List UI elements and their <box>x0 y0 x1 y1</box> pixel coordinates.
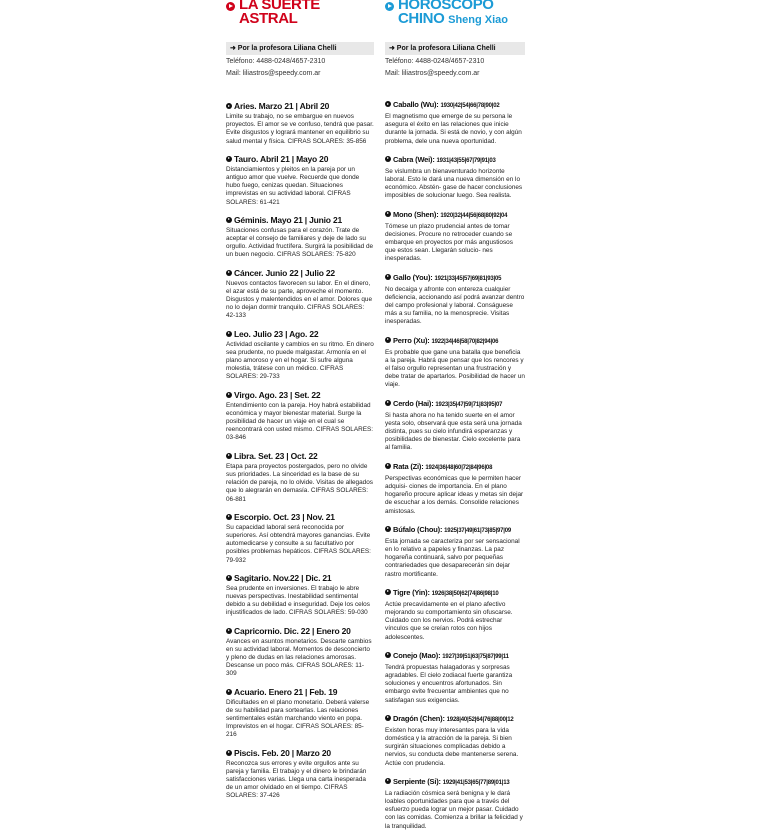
sign-name: Aries. <box>234 101 257 111</box>
sign-heading <box>385 335 525 348</box>
bullet-arrow-icon <box>226 628 232 634</box>
bullet-arrow-icon <box>385 274 391 280</box>
sign-heading <box>385 272 525 285</box>
sign-dates: Marzo 21 | Abril 20 <box>258 101 330 111</box>
western-phone: Teléfono: 4488-0248/4657-2310 <box>226 58 326 65</box>
sign-heading <box>385 587 525 600</box>
sign-forecast-text: Tendrá propuestas halagadoras y sorpresas agradables. El cielo zodiacal fuerte garantiza soluciones y encuentros afortunados. Sin embargo evite frecuentar ambientes que no satisfagan sus exigencias. <box>385 663 513 704</box>
zodiac-sign-entry <box>226 748 374 801</box>
sign-forecast-text: La radiación cósmica será benigna y le dará loables oportunidades para que a través del esfuerzo pueda lograr un mejor pasar. Cuidado con las comidas. Comienza a brillar la felicidad y la tranquilidad. <box>385 789 523 830</box>
sign-name: Virgo. <box>234 389 257 400</box>
sign-name: Mono (Shen): <box>393 209 439 219</box>
sign-years: 1929|41|53|65|77|89|01|13 <box>442 779 510 786</box>
sign-forecast-text: Etapa para proyectos postergados, pero no olvide sus prioridades. La sinceridad es la base de su relación de pareja, no lo olvide. Visitas de allegados que lo alegrarán en demasía. CIFRAS SOLARES: 06-881 <box>226 462 373 503</box>
sign-heading <box>226 390 374 401</box>
sign-dates: Abril 21 | Mayo 20 <box>260 153 329 164</box>
sign-dates: Julio 23 | Ago. 22 <box>252 328 319 339</box>
sign-forecast-text: Existen horas muy interesantes para la vida doméstica y la atracción de la pareja. Si bien surgirán situaciones complicadas debido a nervios, su conducta debe mantenerse serena. Actúe con prudencia. <box>385 726 519 767</box>
zodiac-sign-entry <box>226 101 374 146</box>
sign-forecast-text: Distanciamientos y pleitos en la pareja por un antiguo amor que vuelve. Recuerde que donde hubo fuego, cenizas quedan. Situaciones imprevistas en su actividad laboral. CIFRAS SOLARES: 61-421 <box>226 165 360 206</box>
sign-heading <box>385 398 525 411</box>
sign-name: Rata (Zi): <box>393 461 424 471</box>
sign-name: Capricornio. <box>234 625 282 636</box>
zodiac-sign-entry <box>226 329 374 382</box>
sign-name: Acuario. <box>234 686 267 697</box>
sign-heading <box>385 209 525 222</box>
sign-heading <box>226 101 374 112</box>
sign-forecast-text: Dificultades en el plano monetario. Deberá valerse de su habilidad para sortearlas. Las relaciones sentimentales están marchando viento en popa. Imprevistos en el hogar. CIFRAS SOLARES: 85-216 <box>226 698 370 739</box>
sign-dates: Set. 23 | Oct. 22 <box>258 450 318 461</box>
sign-forecast-text: No decaiga y afronte con entereza cualquier deficiencia, accionando así podrá avanzar dentro del campo profesional y laboral. Conságuese más a su familia, no la menosprecie. Visitas inesperadas. <box>385 285 525 326</box>
sign-years: 1923|35|47|59|71|83|95|07 <box>435 401 503 408</box>
sign-name: Tigre (Yin): <box>393 587 430 597</box>
zodiac-sign-entry <box>226 154 374 207</box>
sign-name: Leo. <box>234 328 251 339</box>
bullet-arrow-icon <box>385 337 391 343</box>
western-signs-list <box>226 101 374 801</box>
sign-forecast-text: Si hasta ahora no ha tenido suerte en el amor yesta solo, observará que esta será una jornada distinta, pues su cielo infundirá esperanzas y posibilidades de bienestar. Cielo excelente para al familia. <box>385 411 522 452</box>
zodiac-sign-entry <box>226 626 374 679</box>
bullet-arrow-icon <box>226 331 232 337</box>
chinese-byline: ➜ Por la profesora Liliana Chelli <box>385 42 525 55</box>
bullet-arrow-icon <box>385 400 391 406</box>
sign-dates: Junio 22 | Julio 22 <box>265 267 335 278</box>
sign-heading <box>226 268 374 279</box>
bullet-arrow-icon <box>226 392 232 398</box>
sign-years: 1924|36|48|60|72|84|96|08 <box>425 464 493 471</box>
sign-name: Gallo (You): <box>393 272 433 282</box>
sign-name: Cabra (Wei): <box>393 154 435 164</box>
sign-forecast-text: El magnetismo que emerge de su persona le asegura el éxito en las relaciones que inicie durante la jornada. Si está de novio, y con algún problema, dele una nueva oportunidad. <box>385 113 522 145</box>
chinese-title: HOROSCOPO CHINO Sheng Xiao <box>398 0 509 27</box>
sign-forecast-text: Limite su trabajo, no se embargue en nuevos proyectos. El amor se ve confuso, tendrá que pasar. Evite disgustos y logrará mantener en equilibrio su salud mental y física. CIFRAS SOLARES: 35-856 <box>226 113 374 145</box>
sign-dates: Ago. 23 | Set. 22 <box>258 389 321 400</box>
bullet-arrow-icon <box>226 217 232 223</box>
sign-name: Sagitario. <box>234 572 271 583</box>
sign-name: Conejo (Mao): <box>393 650 441 660</box>
sign-forecast-text: Es probable que gane una batalla que beneficia a la pareja. Habrá que pensar que los rencores y el falso orgullo representan una frustración y debe tratar de apartarlos. Posibilidad de hacer un viaje. <box>385 348 525 389</box>
sign-years: 1922|34|46|58|70|82|94|06 <box>431 338 499 345</box>
sign-name: Piscis. <box>234 747 260 758</box>
sign-years: 1928|40|52|64|76|88|00|12 <box>446 716 514 723</box>
sign-name: Tauro. <box>234 153 259 164</box>
sign-name: Búfalo (Chou): <box>393 524 443 534</box>
sign-forecast-text: Tómese un plazo prudencial antes de tomar decisiones. Procure no retroceder cuando se embarque en proyectos por más angustiosos que estos sean. Llegarán solucio- nes inesperadas. <box>385 222 513 263</box>
sign-heading <box>226 329 374 340</box>
zodiac-sign-entry <box>226 687 374 740</box>
sign-forecast-text: Su capacidad laboral será reconocida por superiores. Así obtendrá mayores ganancias. Evite automedicarse y consulte a su facultativo por posibles problemas hepáticos. CIFRAS SOLARES: 79-932 <box>226 523 371 564</box>
bullet-arrow-icon <box>226 156 232 162</box>
western-title: LA SUERTE ASTRAL <box>239 0 320 27</box>
sign-heading <box>385 776 525 789</box>
chinese-sign-entry <box>385 524 525 579</box>
sign-heading <box>226 451 374 462</box>
sign-heading <box>226 512 374 523</box>
bullet-arrow-icon <box>385 156 391 162</box>
sign-heading <box>385 713 525 726</box>
bullet-arrow-icon <box>385 715 391 721</box>
zodiac-sign-entry <box>226 215 374 260</box>
bullet-arrow-icon <box>385 101 391 107</box>
sign-forecast-text: Entendimiento con la pareja. Hoy habrá estabilidad económica y mayor bienestar material. Surge la posibilidad de hacer un viaje en el cual se reencontrará con usted mismo. CIFRAS SOLARES: 03-846 <box>226 401 374 442</box>
chinese-sign-entry <box>385 650 525 705</box>
sign-years: 1927|39|51|63|75|87|99|11 <box>442 653 509 660</box>
sign-forecast-text: Actúe precavidamente en el plano afectivo mejorando su comportamiento sin ofuscarse. Cuidado con los nervios. Podrá estrechar vínculos que se creían rotos con hijos adolescentes. <box>385 600 513 641</box>
bullet-arrow-icon <box>226 514 232 520</box>
sign-dates: Oct. 23 | Nov. 21 <box>273 511 335 522</box>
zodiac-sign-entry <box>226 512 374 565</box>
sign-name: Libra. <box>234 450 256 461</box>
chinese-phone: Teléfono: 4488-0248/4657-2310 <box>385 58 485 65</box>
chinese-horoscope-column <box>385 0 525 839</box>
western-horoscope-column <box>226 0 374 809</box>
bullet-arrow-icon <box>385 526 391 532</box>
play-arrow-icon <box>226 2 235 11</box>
play-arrow-icon <box>385 2 394 11</box>
bullet-arrow-icon <box>385 463 391 469</box>
zodiac-sign-entry <box>226 390 374 443</box>
chinese-sign-entry <box>385 99 525 146</box>
chinese-sign-entry <box>385 209 525 264</box>
sign-heading <box>385 99 525 112</box>
sign-heading <box>226 573 374 584</box>
bullet-arrow-icon <box>226 750 232 756</box>
sign-name: Cáncer. <box>234 267 264 278</box>
sign-forecast-text: Perspectivas económicas que le permiten hacer adquisi- ciones de importancia. En el plano hogareño procure aplicar ideas y metas sin dejar de escuchar a los demás. Consolide relaciones amistosas. <box>385 474 524 515</box>
sign-dates: Dic. 22 | Enero 20 <box>283 625 351 636</box>
bullet-arrow-icon <box>226 575 232 581</box>
sign-heading <box>385 154 525 167</box>
sign-dates: Feb. 20 | Marzo 20 <box>261 747 331 758</box>
sign-dates: Mayo 21 | Junio 21 <box>270 214 343 225</box>
sign-heading <box>226 154 374 165</box>
western-mail: Mail: liliastros@speedy.com.ar <box>226 70 321 77</box>
sign-years: 1925|37|49|61|73|85|97|09 <box>444 527 511 534</box>
sign-heading <box>226 687 374 698</box>
western-header <box>226 0 374 40</box>
chinese-sign-entry <box>385 461 525 516</box>
bullet-arrow-icon <box>385 211 391 217</box>
sign-heading <box>226 748 374 759</box>
chinese-sign-entry <box>385 398 525 453</box>
sign-heading <box>385 524 525 537</box>
sign-name: Cerdo (Hai): <box>393 398 434 408</box>
sign-forecast-text: Avances en asuntos monetarios. Descarte cambios en su actividad laboral. Momentos de desconcierto y pleno de dudas en las relaciones amorosas. Descanse un poco más. CIFRAS SOLARES: 11-309 <box>226 637 372 678</box>
chinese-header <box>385 0 525 40</box>
sign-forecast-text: Situaciones confusas para el corazón. Trate de aceptar el consejo de familiares y deje de lado su orgullo. Actividad fructífera. Surgirá la posibilidad de un buen negocio. CIFRAS SOLARES: 75-820 <box>226 226 374 259</box>
sign-forecast-text: Nuevos contactos favorecen su labor. En el dinero, el azar está de su parte, aproveche el momento. Disgustos y malentendidos en el amor. Dolores que no lo dejan dormir tranquilo. CIFRAS SOLARES: 42-133 <box>226 279 372 320</box>
zodiac-sign-entry <box>226 268 374 321</box>
chinese-sign-entry <box>385 154 525 201</box>
bullet-arrow-icon <box>226 270 232 276</box>
sign-heading <box>226 215 374 226</box>
chinese-signs-list <box>385 99 525 831</box>
bullet-arrow-icon <box>226 103 232 109</box>
sign-dates: Enero 21 | Feb. 19 <box>268 686 338 697</box>
western-byline: ➜ Por la profesora Liliana Chelli <box>226 42 374 55</box>
zodiac-sign-entry <box>226 451 374 504</box>
zodiac-sign-entry <box>226 573 374 618</box>
chinese-sign-entry <box>385 776 525 831</box>
chinese-sign-entry <box>385 272 525 327</box>
sign-years: 1920|32|44|56|68|80|92|04 <box>440 212 508 219</box>
sign-dates: Nov.22 | Dic. 21 <box>272 572 332 583</box>
sign-name: Dragón (Chen): <box>393 713 445 723</box>
sign-name: Géminis. <box>234 214 269 225</box>
sign-years: 1930|42|54|66|78|90|02 <box>440 103 500 109</box>
bullet-arrow-icon <box>385 589 391 595</box>
sign-years: 1921|33|45|57|69|81|93|05 <box>434 275 502 282</box>
sign-forecast-text: Esta jornada se caracteriza por ser sensacional en lo relativo a papeles y finanzas. La paz hogareña continuará, salvo por pequeñas contrariedades que desaparecerán sin dejar rastro mortificante. <box>385 537 520 578</box>
bullet-arrow-icon <box>226 689 232 695</box>
sign-forecast-text: Se vislumbra un bienaventurado horizonte laboral. Esto le dará una nueva dimensión en lo económico. Abstén- gase de hacer conclusiones imposibles de solucionar luego. Sea realista. <box>385 167 523 200</box>
sign-forecast-text: Actividad oscilante y cambios en su ritmo. En dinero sea prudente, no puede malgastar. Armonía en el plano amoroso y en el hogar. Si sufre alguna molestia, trátese con un médico. CIFRAS SOLARES: 29-733 <box>226 340 374 381</box>
chinese-sign-entry <box>385 587 525 642</box>
sign-heading <box>385 461 525 474</box>
bullet-arrow-icon <box>385 652 391 658</box>
sign-name: Caballo (Wu): <box>393 100 439 109</box>
sign-name: Escorpio. <box>234 511 271 522</box>
sign-heading <box>226 626 374 637</box>
sign-forecast-text: Reconozca sus errores y evite orgullos ante su pareja y familia. El trabajo y el dinero le brindarán satisfacciones varias. Llega una carta inesperada de un amor olvidado en el tiempo. CIFRAS SOLARES: 37-426 <box>226 759 367 800</box>
sign-years: 1931|43|55|67|79|91|03 <box>436 157 496 164</box>
sign-years: 1926|38|50|62|74|86|98|10 <box>431 590 499 597</box>
bullet-arrow-icon <box>385 778 391 784</box>
sign-heading <box>385 650 525 663</box>
sign-forecast-text: Sea prudente en inversiones. El trabajo le abre nuevas perspectivas. Inestabilidad sentimental debido a su debilidad e inseguridad. Deje los celos injustificados de lado. CIFRAS SOLARES: 59-030 <box>226 584 370 617</box>
sign-name: Perro (Xu): <box>393 335 430 345</box>
chinese-mail: Mail: liliastros@speedy.com.ar <box>385 70 480 77</box>
bullet-arrow-icon <box>226 453 232 459</box>
sign-name: Serpiente (Si): <box>393 776 441 786</box>
chinese-sign-entry <box>385 335 525 390</box>
chinese-sign-entry <box>385 713 525 768</box>
